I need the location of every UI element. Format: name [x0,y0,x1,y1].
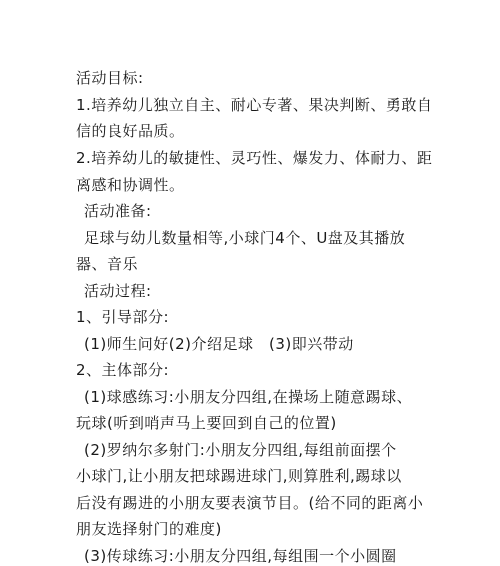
shooting-exercise-line-4: 朋友选择射门的难度) [76,520,222,538]
section-heading-preparation: 活动准备: [84,202,152,220]
preparation-text: 足球与幼儿数量相等,小球门4个、U盘及其播放 [84,229,406,247]
process-step-2-heading: 2、主体部分: [76,361,170,379]
section-heading-process: 活动过程: [84,282,152,300]
passing-exercise: (3)传球练习:小朋友分四组,每组围一个小圆圈 [84,547,397,565]
shooting-exercise: (2)罗纳尔多射门:小朋友分四组,每组前面摆个 [84,441,397,459]
goal-item-1: 1.培养幼儿独立自主、耐心专著、果决判断、勇敢自 [76,96,433,114]
shooting-exercise-line-2: 小球门,让小朋友把球踢进球门,则算胜利,踢球以 [76,467,402,485]
section-heading-goals: 活动目标: [76,69,144,87]
process-step-1-heading: 1、引导部分: [76,308,170,326]
goal-item-1-continued: 信的良好品质。 [76,122,185,140]
goal-item-2: 2.培养幼儿的敏捷性、灵巧性、爆发力、体耐力、距 [76,149,433,167]
ball-feel-exercise: (1)球感练习:小朋友分四组,在操场上随意踢球、 [84,388,413,406]
preparation-text-continued: 器、音乐 [76,255,139,273]
goal-item-2-continued: 离感和协调性。 [76,176,185,194]
process-step-1-content: (1)师生问好(2)介绍足球 (3)即兴带动 [84,335,354,353]
shooting-exercise-line-3: 后没有踢进的小朋友要表演节目。(给不同的距离小 [76,494,424,512]
ball-feel-exercise-continued: 玩球(听到哨声马上要回到自己的位置) [76,414,337,432]
